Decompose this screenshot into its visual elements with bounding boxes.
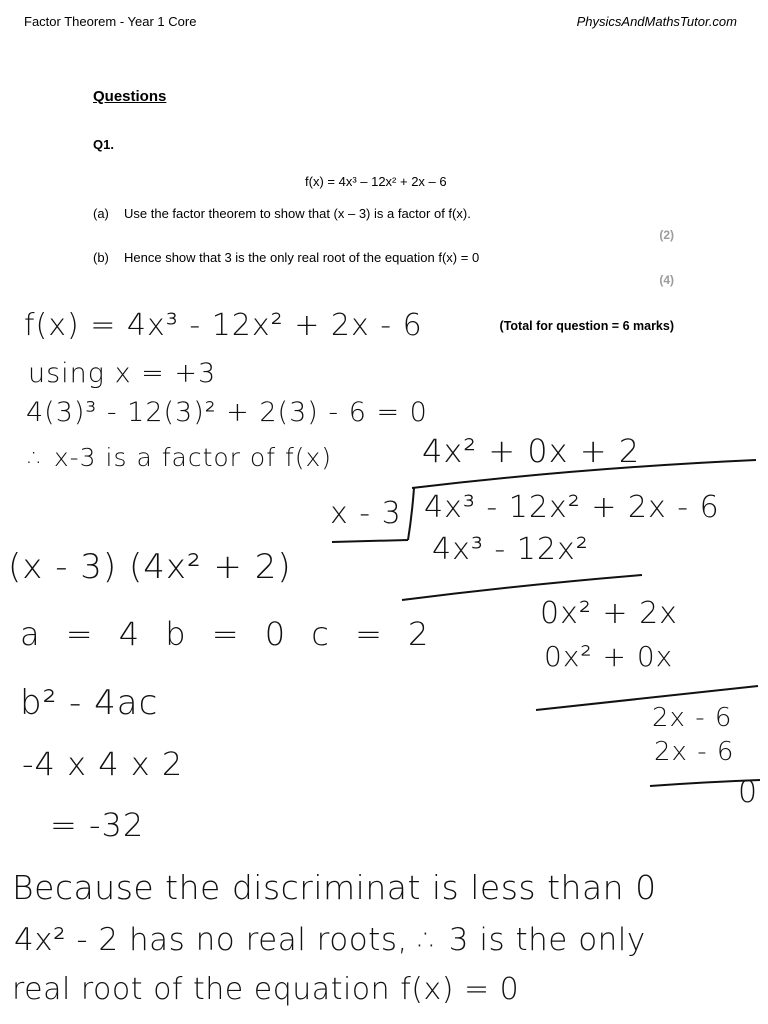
hw-divisor: x - 3 — [330, 496, 402, 531]
part-a-text: Use the factor theorem to show that (x – 3) is a factor of f(x). — [124, 206, 471, 221]
hw-conclusion-line-3: real root of the equation f(x) = 0 — [12, 972, 520, 1007]
hw-factorised: (x - 3) (4x² + 2) — [8, 547, 292, 587]
hw-conclusion-line-2: 4x² - 2 has no real roots, ∴ 3 is the only — [14, 922, 646, 958]
hw-dividend: 4x³ - 12x² + 2x - 6 — [424, 490, 720, 525]
part-b-label: (b) — [93, 250, 109, 265]
function-definition: f(x) = 4x³ – 12x² + 2x – 6 — [305, 174, 447, 189]
hw-discriminant-result: = -32 — [50, 806, 145, 844]
subtraction-line-1 — [402, 575, 642, 600]
divisor-underline — [332, 540, 408, 542]
hw-division-step-2: 0x² + 2x — [540, 596, 678, 631]
subtraction-line-2 — [536, 686, 758, 710]
hw-coefficients: a = 4 b = 0 c = 2 — [20, 615, 430, 653]
hw-division-step-1: 4x³ - 12x² — [432, 532, 589, 567]
part-b-marks: (4) — [659, 273, 674, 287]
division-bracket — [408, 488, 414, 540]
subtraction-line-3 — [650, 780, 760, 786]
hw-factor-conclusion: ∴ x-3 is a factor of f(x) — [28, 443, 333, 472]
hw-division-remainder: 0 — [738, 775, 759, 810]
hw-discriminant: b² - 4ac — [20, 683, 159, 723]
hw-discriminant-calc: -4 x 4 x 2 — [22, 745, 184, 783]
part-a-label: (a) — [93, 206, 109, 221]
hw-using-x: using x = +3 — [28, 358, 217, 389]
hw-conclusion-line-1: Because the discriminat is less than 0 — [12, 868, 657, 907]
total-marks: (Total for question = 6 marks) — [499, 319, 674, 333]
division-bar — [412, 460, 756, 488]
question-number: Q1. — [93, 137, 114, 152]
hw-quotient: 4x² + 0x + 2 — [422, 432, 641, 470]
part-b-text: Hence show that 3 is the only real root of the equation f(x) = 0 — [124, 250, 480, 265]
header-site: PhysicsAndMathsTutor.com — [576, 14, 737, 29]
hw-function: f(x) = 4x³ - 12x² + 2x - 6 — [24, 308, 423, 343]
hw-division-step-3: 0x² + 0x — [544, 640, 674, 673]
hw-division-step-4: 2x - 6 — [652, 703, 733, 733]
part-a-marks: (2) — [659, 228, 674, 242]
hw-division-step-5: 2x - 6 — [654, 737, 735, 767]
header-title: Factor Theorem - Year 1 Core — [24, 14, 197, 29]
hw-substitution: 4(3)³ - 12(3)² + 2(3) - 6 = 0 — [26, 397, 428, 428]
questions-heading: Questions — [93, 88, 167, 105]
